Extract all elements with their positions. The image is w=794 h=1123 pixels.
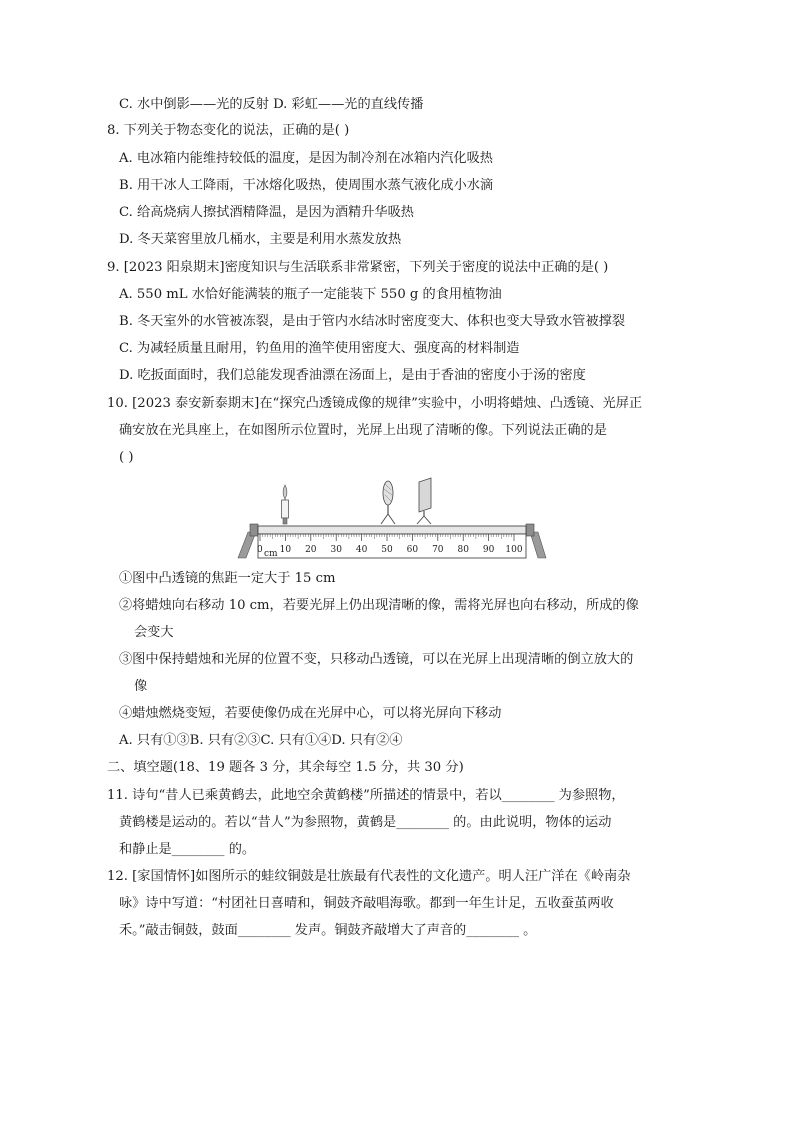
q10-statement-1: ①图中凸透镜的焦距一定大于 15 cm bbox=[119, 571, 336, 586]
q9-option-a: A. 550 mL 水恰好能满装的瓶子一定能装下 550 g 的食用植物油 bbox=[119, 287, 502, 302]
ruler-tick-label: 30 bbox=[330, 545, 342, 555]
optical-bench-diagram bbox=[228, 470, 558, 570]
ruler-tick-label: 20 bbox=[305, 545, 317, 555]
ruler-tick-label: 70 bbox=[432, 545, 444, 555]
q12-line1: 12. [家国情怀]如图所示的蛙纹铜鼓是壮族最有代表性的文化遗产。明人汪广洋在《岭南杂 bbox=[107, 869, 631, 884]
candle bbox=[282, 485, 289, 524]
q11-line2: 黄鹤楼是运动的。若以“昔人”为参照物，黄鹤是________ 的。由此说明，物体的运动 bbox=[119, 815, 612, 830]
q9-stem: 9. [2023 阳泉期末]密度知识与生活联系非常紧密，下列关于密度的说法中正确的是( ) bbox=[107, 260, 609, 275]
light-screen bbox=[417, 478, 431, 524]
bench-rail bbox=[258, 526, 526, 534]
q10-options: A. 只有①③B. 只有②③C. 只有①④D. 只有②④ bbox=[119, 733, 403, 748]
q10-statement-3-cont: 像 bbox=[134, 679, 148, 694]
ruler-tick-label: 60 bbox=[406, 545, 419, 555]
q9-option-d: D. 吃扳面面时，我们总能发现香油漂在汤面上，是由于香油的密度小于汤的密度 bbox=[119, 368, 586, 383]
ruler-tick-label: 80 bbox=[457, 545, 469, 555]
q11-line3: 和静止是________ 的。 bbox=[119, 842, 256, 857]
q9-option-c: C. 为减轻质量且耐用，钓鱼用的渔竿使用密度大、强度高的材料制造 bbox=[119, 341, 520, 356]
q10-statement-2-cont: 会变大 bbox=[134, 625, 174, 640]
q12-line3: 禾。”敲击铜鼓，鼓面________ 发声。铜鼓齐敲增大了声音的________ 。 bbox=[119, 923, 537, 938]
ruler-tick-label: 0 bbox=[257, 545, 263, 555]
ruler-unit-label: cm bbox=[264, 549, 278, 559]
q11-line1: 11. 诗句“昔人已乘黄鹤去，此地空余黄鹤楼”所描述的情景中，若以________ 为参照物， bbox=[107, 788, 625, 803]
ruler-tick-label: 10 bbox=[279, 545, 292, 555]
convex-lens bbox=[381, 481, 395, 524]
q8-stem: 8. 下列关于物态变化的说法，正确的是( ) bbox=[107, 123, 350, 138]
right-end-clamp bbox=[526, 524, 534, 536]
left-end-clamp bbox=[250, 524, 258, 536]
q10-statement-4: ④蜡烛燃烧变短，若要使像仍成在光屏中心，可以将光屏向下移动 bbox=[119, 706, 502, 721]
q10-stem-line1: 10. [2023 泰安新泰期末]在“探究凸透镜成像的规律”实验中，小明将蜡烛、凸透镜、光屏正 bbox=[107, 396, 643, 411]
q10-stem-line3: ( ) bbox=[119, 450, 134, 465]
q10-stem-line2: 确安放在光具座上，在如图所示位置时，光屏上出现了清晰的像。下列说法正确的是 bbox=[119, 423, 607, 438]
q10-statement-3: ③图中保持蜡烛和光屏的位置不变，只移动凸透镜，可以在光屏上出现清晰的倒立放大的 bbox=[119, 652, 634, 667]
q8-option-c: C. 给高烧病人擦拭酒精降温，是因为酒精升华吸热 bbox=[119, 205, 414, 220]
q8-option-a: A. 电冰箱内能维持较低的温度，是因为制冷剂在冰箱内汽化吸热 bbox=[119, 151, 493, 166]
ruler-tick-label: 90 bbox=[482, 545, 495, 555]
section2-title: 二、填空题(18、19 题各 3 分，其余每空 1.5 分，共 30 分) bbox=[107, 760, 464, 775]
q8-option-b: B. 用干冰人工降雨，干冰熔化吸热，使周围水蒸气液化成小水滴 bbox=[119, 178, 494, 193]
q9-option-b: B. 冬天室外的水管被冻裂，是由于管内水结冰时密度变大、体积也变大导致水管被撑裂 bbox=[119, 314, 626, 329]
q8-option-d: D. 冬天菜窖里放几桶水，主要是利用水蒸发放热 bbox=[119, 232, 402, 247]
ruler-tick-label: 50 bbox=[381, 545, 393, 555]
ruler-tick-label: 40 bbox=[355, 545, 368, 555]
ruler-tick-label: 100 bbox=[505, 545, 523, 555]
q7-option-cd: C. 水中倒影——光的反射 D. 彩虹——光的直线传播 bbox=[119, 97, 424, 112]
q12-line2: 咏》诗中写道：“村团社日喜晴和，铜鼓齐敲唱海歌。都到一年生计足，五收蚕茧两收 bbox=[119, 896, 614, 911]
q10-statement-2: ②将蜡烛向右移动 10 cm，若要光屏上仍出现清晰的像，需将光屏也向右移动，所成的像 bbox=[119, 598, 639, 613]
